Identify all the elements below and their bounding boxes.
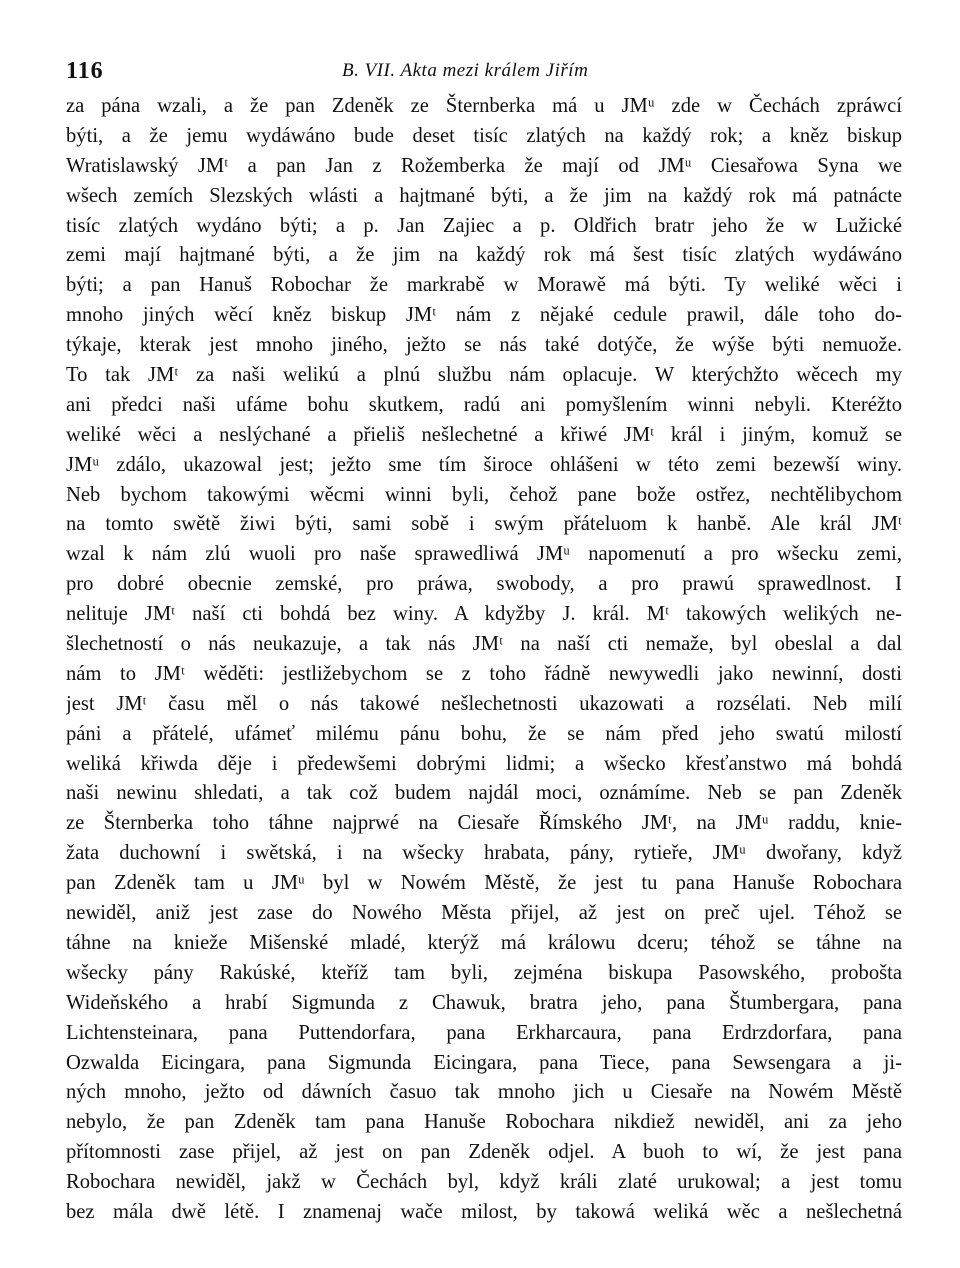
text-line: newiděl, aniž jest zase do Nowého Města přijel, až jest on preč ujel. Téhož se [66, 902, 902, 925]
body-text [66, 92, 902, 1228]
text-line: šlechetností o nás neukazuje, a tak nás JMᵗ na naší cti nemaže, byl obeslal a dal [66, 633, 902, 656]
text-line: Neb bychom takowými wěcmi winni byli, čehož pane bože ostřez, nechtělibychom [66, 483, 902, 506]
text-line: tisíc zlatých wydáno býti; a p. Jan Zajiec a p. Oldřich bratr jeho že w Lužické [66, 214, 902, 237]
text-line: pro dobré obecnie zemské, pro práwa, swobody, a pro prawú sprawedlnost. I [66, 573, 902, 596]
text-line: bez mála dwě létě. I znamenaj wače milost, by takowá weliká wěc a nešlechetná [66, 1200, 902, 1223]
text-line: páni a přátelé, ufámeť milému pánu bohu, že se nám před jeho swatú milostí [66, 722, 902, 745]
text-line: weliká křiwda děje i předewšemi dobrými lidmi; a wšecko křesťanstwo má bohdá [66, 752, 902, 775]
text-line: Ozwalda Eicingara, pana Sigmunda Eicingara, pana Tiece, pana Sewsengara a ji- [66, 1051, 902, 1074]
page-header [66, 58, 900, 88]
text-line: JMᵘ zdálo, ukazowal jest; ježto sme tím široce ohlášeni w této zemi bezewší winy. [66, 453, 902, 476]
text-line: býti; a pan Hanuš Robochar že markrabě w Morawě má býti. Ty weliké wěci i [66, 274, 902, 297]
text-line: ani předci naši ufáme bohu skutkem, radú ani pomyšlením winni nebyli. Kteréžto [66, 393, 902, 416]
text-line: wzal k nám zlú wuoli pro naše sprawedliwá JMᵘ napomenutí a pro wšecku zemi, [66, 543, 902, 566]
text-line: nelituje JMᵗ naší cti bohdá bez winy. A kdyžby J. král. Mᵗ takowých welikých ne- [66, 603, 902, 626]
text-line: týkaje, kterak jest mnoho jiného, ježto se nás také dotýče, že wýše býti nemuože. [66, 334, 902, 357]
text-line: wšecky pány Rakúské, kteříž tam byli, zejména biskupa Pasowského, probošta [66, 961, 902, 984]
text-line: naši newinu shledati, a tak což budem najdál moci, oznámíme. Neb se pan Zdeněk [66, 782, 902, 805]
text-line: wšech zemích Slezských wlásti a hajtmané býti, a že jim na každý rok má patnácte [66, 184, 902, 207]
text-line: Robochara newiděl, jakž w Čechách byl, když králi zlaté urukowal; a jest tomu [66, 1171, 902, 1194]
text-line: Wideňského a hrabí Sigmunda z Chawuk, bratra jeho, pana Štumbergara, pana [66, 991, 902, 1014]
text-line: nám to JMᵗ wěděti: jestližebychom se z toho řádně newywedli jako newinní, dosti [66, 662, 902, 685]
text-line: na tomto swětě žiwi býti, sami sobě i swým přáteluom k hanbě. Ale král JMᵗ [66, 513, 902, 536]
text-line: žata duchowní i swětská, i na wšecky hrabata, pány, rytieře, JMᵘ dwořany, když [66, 842, 902, 865]
text-line: To tak JMᵗ za naši welikú a plnú službu nám oplacuje. W kterýchžto wěcech my [66, 364, 902, 387]
text-line: býti, a že jemu wydáwáno bude deset tisíc zlatých na každý rok; a kněz biskup [66, 124, 902, 147]
text-line: zemi mají hajtmané býti, a že jim na každý rok má šest tisíc zlatých wydáwáno [66, 244, 902, 267]
text-line: nebylo, že pan Zdeněk tam pana Hanuše Robochara nikdiež newiděl, ani za jeho [66, 1111, 902, 1134]
page-number: 116 [66, 58, 104, 84]
text-line: Lichtensteinara, pana Puttendorfara, pana Erkharcaura, pana Erdrzdorfara, pana [66, 1021, 902, 1044]
text-line: ných mnoho, ježto od dáwních časuo tak mnoho jich u Ciesaře na Nowém Městě [66, 1081, 902, 1104]
text-line: mnoho jiných wěcí kněz biskup JMᵗ nám z nějaké cedule prawil, dále toho do- [66, 304, 902, 327]
text-line: jest JMᵗ času měl o nás takowé nešlechetnosti ukazowati a rozsélati. Neb milí [66, 692, 902, 715]
running-title: B. VII. Akta mezi králem Jiřím [342, 60, 589, 81]
text-line: pan Zdeněk tam u JMᵘ byl w Nowém Městě, že jest tu pana Hanuše Robochara [66, 872, 902, 895]
text-line: táhne na knieže Mišenské mladé, kterýž má králowu dceru; téhož se táhne na [66, 931, 902, 954]
text-line: ze Šternberka toho táhne najprwé na Ciesaře Římského JMᵗ, na JMᵘ raddu, knie- [66, 812, 902, 835]
text-line: přítomnosti zase přijel, až jest on pan Zdeněk odjel. A buoh to wí, že jest pana [66, 1141, 902, 1164]
text-line: Wratislawský JMᵗ a pan Jan z Rožemberka že mají od JMᵘ Ciesařowa Syna we [66, 154, 902, 177]
text-line: za pána wzali, a že pan Zdeněk ze Šternberka má u JMᵘ zde w Čechách zpráwcí [66, 95, 902, 117]
text-line: weliké wěci a neslýchané a přieliš nešlechetné a křiwé JMᵗ král i jiným, komuž se [66, 423, 902, 446]
